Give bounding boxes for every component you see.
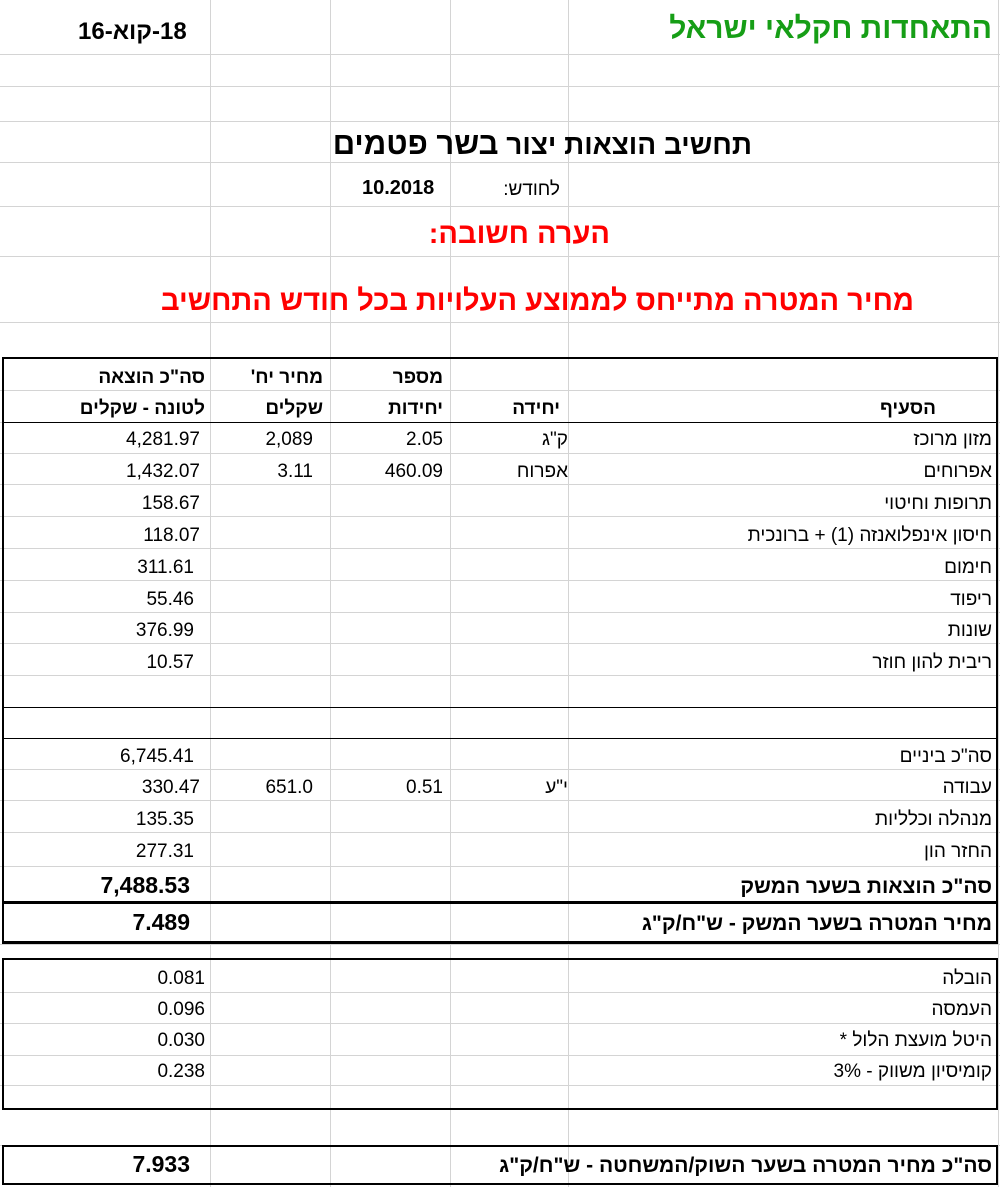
table-row-count: 0.51 bbox=[406, 777, 443, 798]
table-row-total: 158.67 bbox=[141, 493, 200, 514]
col-header-price: שקלים bbox=[265, 398, 323, 419]
table-row-count: 2.05 bbox=[406, 429, 443, 450]
table-row-total: 1,432.07 bbox=[126, 461, 200, 482]
gridline bbox=[0, 453, 1000, 454]
table-row-total: 376.99 bbox=[135, 620, 194, 641]
table-border bbox=[2, 422, 998, 423]
org-name: התאחדות חקלאי ישראל bbox=[669, 12, 992, 45]
gridline bbox=[0, 121, 1000, 122]
table-border bbox=[2, 357, 4, 944]
total-farm-value: 7,488.53 bbox=[100, 872, 190, 898]
title-prefix: תחשיב הוצאות יצור bbox=[506, 129, 752, 160]
table-row-label: עבודה bbox=[942, 777, 992, 798]
month-value: 10.2018 bbox=[362, 177, 435, 199]
table-row-label: הובלה bbox=[942, 968, 992, 989]
table-row-total: 4,281.97 bbox=[126, 429, 200, 450]
total-farm-label: סה"כ הוצאות בשער המשק bbox=[740, 875, 992, 898]
table-border bbox=[2, 738, 998, 739]
note-text: מחיר המטרה מתייחס לממוצע העלויות בכל חודש התחשיב bbox=[161, 285, 914, 317]
col-header-total: לטונה - שקלים bbox=[79, 398, 205, 419]
gridline bbox=[0, 162, 1000, 163]
table-row-total: 55.46 bbox=[146, 589, 194, 610]
gridline bbox=[0, 1055, 1000, 1056]
gridline bbox=[0, 800, 1000, 801]
gridline bbox=[0, 769, 1000, 770]
gridline bbox=[0, 516, 1000, 517]
col-header-price: מחיר יח' bbox=[250, 367, 323, 388]
table-row-total: 135.35 bbox=[135, 809, 194, 830]
table-border bbox=[996, 357, 998, 944]
gridline bbox=[0, 390, 1000, 391]
gridline bbox=[0, 944, 1000, 945]
gridline bbox=[0, 675, 1000, 676]
table-border bbox=[996, 958, 998, 1110]
table-row-total: 0.030 bbox=[157, 1030, 205, 1051]
table-row-total: 330.47 bbox=[141, 777, 200, 798]
table-row-label: ריבית להון חוזר bbox=[872, 652, 992, 673]
col-header-count: מספר bbox=[392, 367, 443, 388]
table-row-unit: י"ע bbox=[545, 777, 568, 798]
subtotal-value: 6,745.41 bbox=[120, 746, 194, 767]
table-row-label: החזר הון bbox=[923, 841, 992, 862]
table-border bbox=[2, 1145, 4, 1185]
gridline bbox=[0, 866, 1000, 867]
table-border bbox=[996, 1145, 998, 1185]
gridline bbox=[0, 992, 1000, 993]
col-header-count: יחידות bbox=[388, 398, 443, 419]
table-border bbox=[2, 1183, 998, 1185]
gridline bbox=[0, 643, 1000, 644]
title-product: בשר פטמים bbox=[332, 126, 499, 161]
gridline bbox=[0, 54, 1000, 55]
month-label: לחודש: bbox=[503, 179, 560, 200]
table-row-count: 460.09 bbox=[384, 461, 443, 482]
table-row-total: 10.57 bbox=[146, 652, 194, 673]
gridline bbox=[0, 484, 1000, 485]
gridline bbox=[450, 0, 451, 1187]
table-border bbox=[2, 901, 998, 904]
table-border bbox=[2, 958, 998, 960]
table-row-total: 118.07 bbox=[143, 525, 200, 546]
table-row-price: 651.0 bbox=[265, 777, 313, 798]
table-row-label: מזון מרוכז bbox=[913, 429, 992, 450]
col-header-item: הסעיף bbox=[879, 398, 936, 419]
note-title: הערה חשובה: bbox=[428, 218, 610, 250]
gridline bbox=[0, 256, 1000, 257]
table-row-total: 0.081 bbox=[157, 968, 205, 989]
gridline bbox=[0, 1085, 1000, 1086]
table-row-label: העמסה bbox=[931, 999, 992, 1020]
gridline bbox=[0, 1023, 1000, 1024]
table-row-price: 2,089 bbox=[265, 429, 313, 450]
gridline bbox=[330, 0, 331, 1187]
gridline bbox=[0, 612, 1000, 613]
gridline bbox=[0, 548, 1000, 549]
gridline bbox=[0, 580, 1000, 581]
table-row-label: חימום bbox=[944, 557, 992, 578]
table-row-label: ריפוד bbox=[950, 589, 992, 610]
table-border bbox=[2, 941, 998, 944]
report-date: 16-אוק-18 bbox=[78, 18, 187, 45]
gridline bbox=[0, 832, 1000, 833]
table-row-label: תרופות וחיטוי bbox=[884, 493, 992, 514]
table-border bbox=[2, 1145, 998, 1147]
table-row-label: היטל מועצת הלול * bbox=[839, 1030, 992, 1051]
table-row-label: חיסון אינפלואנזה (1) + ברונכית bbox=[747, 525, 992, 546]
total-market-label: סה"כ מחיר המטרה בשער השוק/המשחטה - ש"ח/ק"ג bbox=[499, 1154, 992, 1177]
col-header-unit: יחידה bbox=[512, 398, 560, 419]
gridline bbox=[0, 86, 1000, 87]
table-border bbox=[2, 707, 998, 708]
col-header-total: סה"כ הוצאה bbox=[98, 367, 205, 388]
table-row-total: 0.238 bbox=[157, 1061, 205, 1082]
total-market-value: 7.933 bbox=[132, 1151, 190, 1177]
target-farm-label: מחיר המטרה בשער המשק - ש"ח/ק"ג bbox=[641, 912, 992, 935]
table-row-unit: ק"ג bbox=[542, 429, 568, 450]
table-border bbox=[2, 357, 998, 359]
page-title bbox=[333, 128, 752, 159]
gridline bbox=[998, 0, 999, 1187]
table-row-label: קומיסיון משווק - 3% bbox=[833, 1061, 992, 1082]
table-border bbox=[2, 1108, 998, 1110]
table-row-unit: אפרוח bbox=[516, 461, 568, 482]
table-row-label: שונות bbox=[947, 620, 992, 641]
table-row-label: מנהלה וכלליות bbox=[875, 809, 992, 830]
gridline bbox=[210, 0, 211, 1187]
table-row-total: 277.31 bbox=[135, 841, 194, 862]
gridline bbox=[568, 0, 569, 1187]
target-farm-value: 7.489 bbox=[132, 909, 190, 935]
table-row-total: 0.096 bbox=[157, 999, 205, 1020]
table-border bbox=[2, 958, 4, 1110]
gridline bbox=[0, 322, 1000, 323]
table-row-label: אפרוחים bbox=[923, 461, 992, 482]
table-row-price: 3.11 bbox=[277, 461, 313, 482]
gridline bbox=[0, 206, 1000, 207]
subtotal-label: סה"כ ביניים bbox=[899, 746, 992, 767]
table-row-total: 311.61 bbox=[137, 557, 194, 578]
